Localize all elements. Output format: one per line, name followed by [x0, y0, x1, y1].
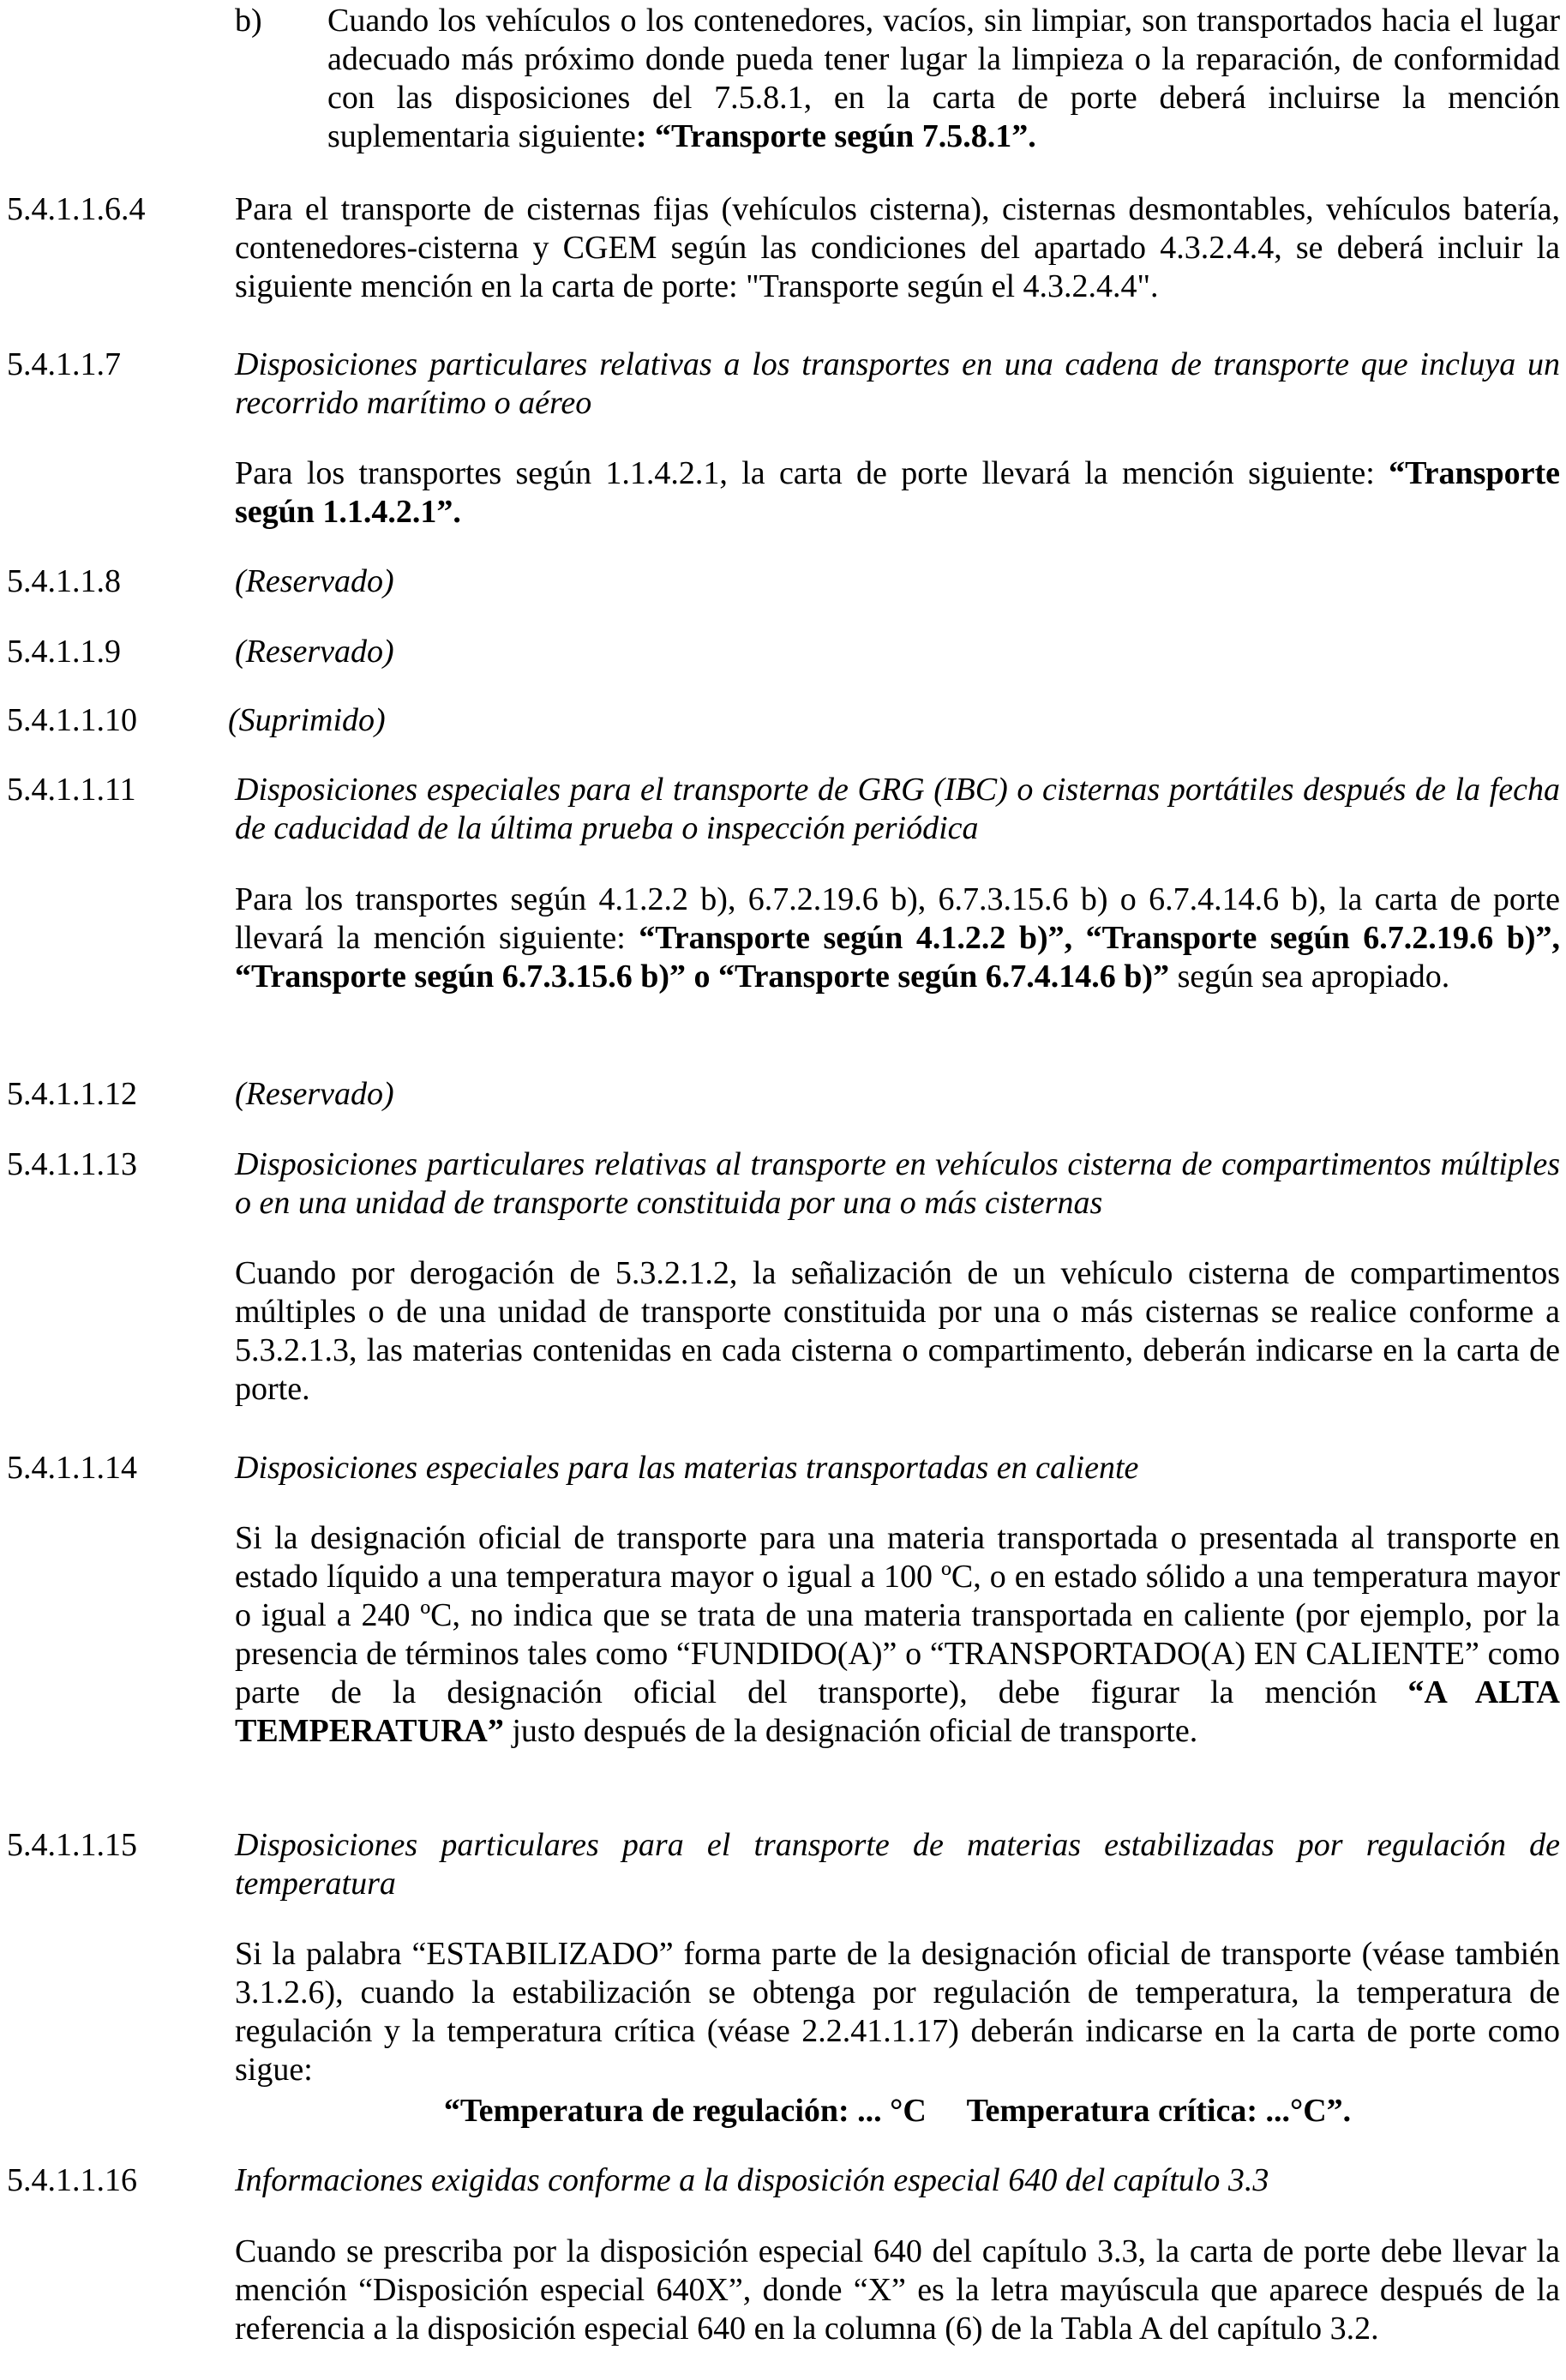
item-b-label: b) [235, 3, 262, 39]
section-number: 5.4.1.1.7 [7, 346, 121, 382]
section-paragraph: Cuando se prescriba por la disposición especial 640 del capítulo 3.3, la carta de porte debe llevar la mención “Disposición especial 640X”, donde “X” es la letra mayúscula que aparece después de la referencia a la disposición especial 640 en la columna (6) de la Tabla A del capítulo 3.2. [235, 2233, 1560, 2347]
section-title: (Reservado) [235, 563, 394, 599]
section-paragraph: Para los transportes según 4.1.2.2 b), 6.7.2.19.6 b), 6.7.3.15.6 b) o 6.7.4.14.6 b), la carta de porte llevará la mención siguiente: “Transporte según 4.1.2.2 b)”, “Transporte según 6.7.2.19.6 b)”, “Transporte según 6.7.3.15.6 b)” o “Transporte según 6.7.4.14.6 b)” según sea apropiado. [235, 881, 1560, 995]
section-title: (Reservado) [235, 1076, 394, 1112]
section-paragraph: Para los transportes según 1.1.4.2.1, la carta de porte llevará la mención siguiente: “Transporte según 1.1.4.2.1”. [235, 455, 1560, 530]
section-number: 5.4.1.1.16 [7, 2162, 137, 2198]
section-title: Informaciones exigidas conforme a la disposición especial 640 del capítulo 3.3 [235, 2162, 1269, 2198]
section-number: 5.4.1.1.14 [7, 1450, 137, 1486]
section-number: 5.4.1.1.6.4 [7, 191, 146, 227]
section-paragraph: Para el transporte de cisternas fijas (vehículos cisterna), cisternas desmontables, vehículos batería, contenedores-cisterna y CGEM según las condiciones del apartado 4.3.2.4.4, se deberá incluir la siguiente mención en la carta de porte: "Transporte según el 4.3.2.4.4". [235, 191, 1560, 304]
item-b-text: Cuando los vehículos o los contenedores, vacíos, sin limpiar, son transportados hacia el lugar adecuado más próximo donde pueda tener lugar la limpieza o la reparación, de conformidad con las disposiciones del 7.5.8.1, en la carta de porte deberá incluirse la mención suplementaria siguiente [327, 3, 1560, 154]
section-paragraph: Si la palabra “ESTABILIZADO” forma parte de la designación oficial de transporte (véase también 3.1.2.6), cuando la estabilización se obtenga por regulación de temperatura, la temperatura de regulación y la temperatura crítica (véase 2.2.41.1.17) deberán indicarse en la carta de porte como sigue: [235, 1936, 1560, 2088]
section-number: 5.4.1.1.11 [7, 772, 136, 808]
section-title: (Suprimido) [228, 702, 386, 738]
section-paragraph: Si la designación oficial de transporte para una materia transportada o presentada al transporte en estado líquido a una temperatura mayor o igual a 100 ºC, o en estado sólido a una temperatura mayor o igual a 240 ºC, no indica que se trata de una materia transportada en caliente (por ejemplo, por la presencia de términos tales como “FUNDIDO(A)” o “TRANSPORTADO(A) EN CALIENTE” como parte de la designación oficial del transporte), debe figurar la mención “A ALTA TEMPERATURA” justo después de la designación oficial de transporte. [235, 1520, 1560, 1749]
section-paragraph: Cuando por derogación de 5.3.2.1.2, la señalización de un vehículo cisterna de compartimentos múltiples o de una unidad de transporte constituida por una o más cisternas se realice conforme a 5.3.2.1.3, las materias contenidas en cada cisterna o compartimento, deberán indicarse en la carta de porte. [235, 1255, 1560, 1407]
section-number: 5.4.1.1.10 [7, 702, 137, 738]
section-title: Disposiciones especiales para el transporte de GRG (IBC) o cisternas portátiles después de la fecha de caducidad de la última prueba o inspección periódica [235, 772, 1560, 846]
section-title: Disposiciones especiales para las materias transportadas en caliente [235, 1450, 1139, 1486]
section-number: 5.4.1.1.8 [7, 563, 121, 599]
section-number: 5.4.1.1.12 [7, 1076, 137, 1112]
section-number: 5.4.1.1.15 [7, 1827, 137, 1863]
section-title: (Reservado) [235, 634, 394, 670]
temperature-formula: “Temperatura de regulación: ... °C Temperatura crítica: ...°C”. [443, 2093, 1352, 2129]
item-b-bold: : “Transporte según 7.5.8.1”. [635, 118, 1036, 154]
section-number: 5.4.1.1.9 [7, 634, 121, 670]
section-title: Disposiciones particulares para el transporte de materias estabilizadas por regulación de temperatura [235, 1827, 1560, 1902]
section-title: Disposiciones particulares relativas al transporte en vehículos cisterna de compartimentos múltiples o en una unidad de transporte constituida por una o más cisternas [235, 1146, 1560, 1221]
section-title: Disposiciones particulares relativas a los transportes en una cadena de transporte que incluya un recorrido marítimo o aéreo [235, 346, 1560, 421]
item-b-paragraph [327, 2, 1560, 156]
section-number: 5.4.1.1.13 [7, 1146, 137, 1182]
